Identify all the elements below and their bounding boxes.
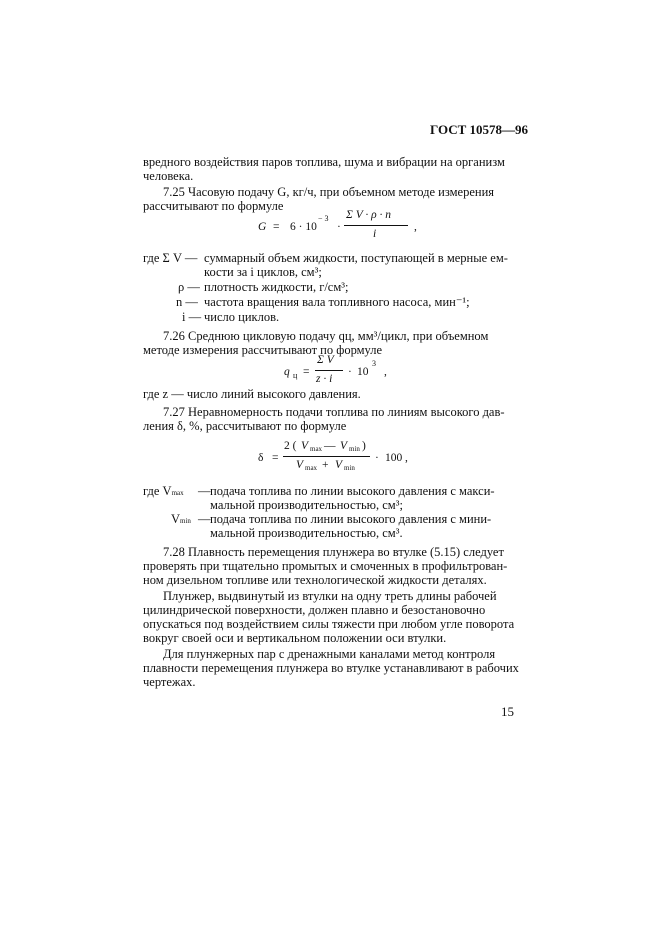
where-vmax-text-2: мальной производительностью, см³; [210,498,403,512]
where-vmin-text-2: мальной производительностью, см³. [210,526,403,540]
section-7-28-line-2: проверять при тщательно промытых и смоченных в профильтрован- [143,559,508,573]
formula-tail: , [384,366,387,378]
drainage-para-line-3: чертежах. [143,675,196,689]
formula-equals: = [272,452,279,464]
section-7-25-line-2: рассчитывают по формуле [143,199,284,213]
formula-den-vmin: V [335,459,343,471]
formula-tail: , [414,221,417,233]
section-7-27-line-1: 7.27 Неравномерность подачи топлива по линиям высокого дав- [163,405,505,419]
where-vmin-dash: — [198,512,211,526]
formula-vmax-sub: max [310,445,323,453]
formula-exponent: 3 [372,359,376,368]
formula-dot: · [348,366,352,378]
drainage-para-line-2: плавности перемещения плунжера во втулке устанавливают в рабочих [143,661,519,675]
formula-vmin: V [340,440,348,452]
section-7-28-line-3: ном дизельном топливе или технологической жидкости деталях. [143,573,487,587]
where-text-2: кости за i циклов, см³; [204,265,322,279]
section-7-26-line-1: 7.26 Среднюю цикловую подачу qц, мм³/цикл, при объемном [163,329,489,343]
formula-lhs: G [258,221,267,233]
where-text-4: частота вращения вала топливного насоса, мин⁻¹; [204,295,470,309]
where-sym-5: i — [182,310,202,324]
intro-line-1: вредного воздействия паров топлива, шума и вибрации на организм [143,155,505,169]
drainage-para-line-1: Для плунжерных пар с дренажными каналами метод контроля [163,647,496,661]
section-7-26-line-2: методе измерения рассчитывают по формуле [143,343,383,357]
plunger-para-line-4: вокруг своей оси и вертикальном положении оси втулки. [143,631,447,645]
formula-equals: = [273,221,280,233]
formula-den-vmax-sub: max [305,464,318,472]
formula-vmax: V [301,440,309,452]
where-text-5: число циклов. [204,310,280,324]
formula-numerator: Σ V [317,354,334,366]
section-7-28-line-1: 7.28 Плавность перемещения плунжера во втулке (5.15) следует [163,545,504,559]
formula-den-vmax: V [296,459,304,471]
formula-denominator: i [373,228,377,240]
section-7-27-line-2: ления δ, %, рассчитывают по формуле [143,419,347,433]
plunger-para-line-2: цилиндрической поверхности, должен плавно и безостановочно [143,603,486,617]
where-vmax-dash: — [198,484,211,498]
formula-lhs-sub: ц [293,371,298,380]
where-z: где z — число линий высокого давления. [143,387,361,401]
formula-denominator: z · i [316,373,333,385]
document-header: ГОСТ 10578—96 [430,122,529,137]
page-number: 15 [501,704,514,719]
formula-num-close: ) [362,440,366,452]
formula-equals: = [303,366,310,378]
intro-line-2: человека. [143,169,194,183]
where-sym-4: n — [176,295,198,309]
where-sym-3: ρ — [178,280,200,294]
formula-minus: — [324,440,336,452]
where-vmin-sym: Vmin [171,512,191,526]
formula-dot: · [375,452,379,464]
formula-den-vmin-sub: min [344,464,355,472]
where-sym-1: где Σ V — [143,251,198,265]
section-7-25-line-1: 7.25 Часовую подачу G, кг/ч, при объемном методе измерения [163,185,495,199]
formula-coefficient: 6 · 10 [290,221,317,233]
formula-coefficient: 10 [357,366,369,378]
fraction-bar [283,456,370,457]
formula-lhs: δ [258,452,264,464]
where-vmin-text-1: подача топлива по линии высокого давления с мини- [210,512,492,526]
formula-coefficient: 100 [385,452,403,464]
formula-plus: + [322,459,329,471]
formula-tail: , [405,452,408,464]
fraction-bar [315,370,343,371]
formula-dot: · [337,221,341,233]
where-vmax-sym: где Vmax [143,484,184,498]
fraction-bar [344,225,408,226]
where-vmax-text-1: подача топлива по линии высокого давления с макси- [210,484,495,498]
plunger-para-line-1: Плунжер, выдвинутый из втулки на одну треть длины рабочей [163,589,497,603]
where-text-1: суммарный объем жидкости, поступающей в мерные ем- [204,251,508,265]
where-text-3: плотность жидкости, г/см³; [204,280,349,294]
formula-num-open: 2 ( [284,440,297,452]
formula-lhs: q [284,366,290,378]
formula-vmin-sub: min [349,445,360,453]
plunger-para-line-3: опускаться под воздействием силы тяжести при любом угле поворота [143,617,515,631]
formula-numerator: Σ V · ρ · n [346,209,392,221]
formula-exponent: − 3 [318,214,329,223]
